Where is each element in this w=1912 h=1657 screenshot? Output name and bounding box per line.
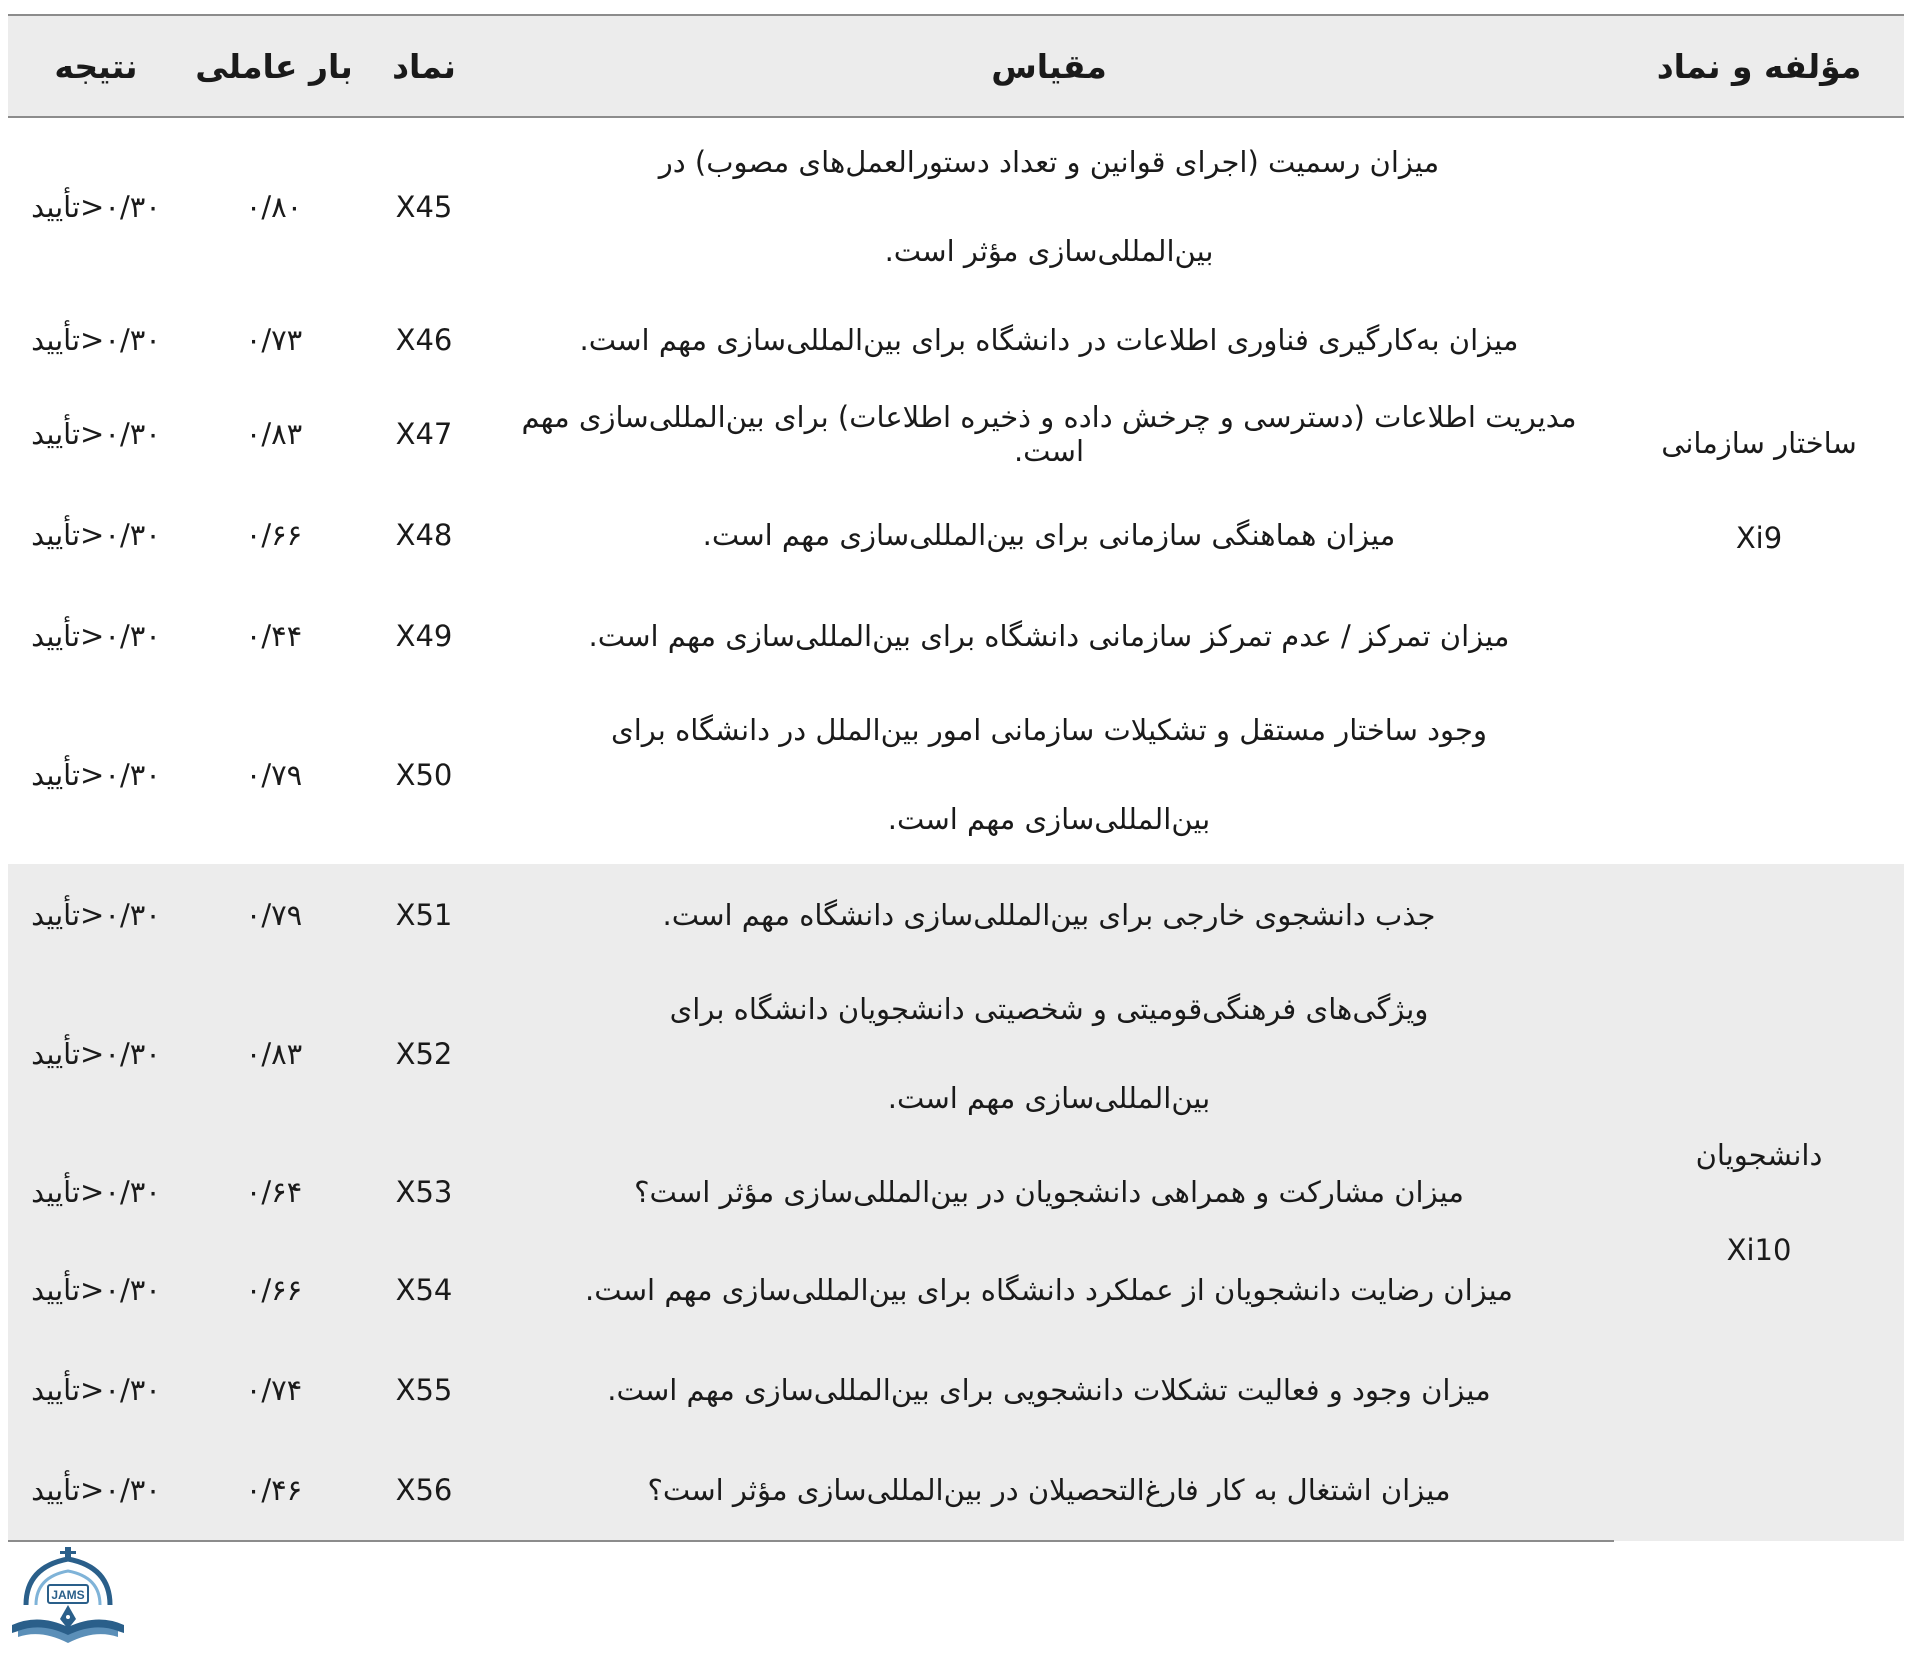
result-cell: ۰/۳۰<تأیید bbox=[8, 1340, 184, 1440]
measure-cell: میزان هماهنگی سازمانی برای بین‌المللی‌سازی مهم است. bbox=[702, 518, 1396, 552]
symbol-cell: X54 bbox=[364, 1240, 484, 1340]
factor-code: Xi10 bbox=[1726, 1232, 1792, 1267]
result-cell: ۰/۳۰<تأیید bbox=[8, 1240, 184, 1340]
symbol-cell: X51 bbox=[364, 864, 484, 965]
table-row bbox=[8, 864, 1904, 965]
factor-cell bbox=[1614, 117, 1904, 864]
result-cell: ۰/۳۰<تأیید bbox=[31, 758, 161, 792]
measure-cell bbox=[484, 965, 1614, 1143]
logo-text: JAMS bbox=[51, 1588, 85, 1602]
symbol-cell: X53 bbox=[364, 1143, 484, 1240]
jams-logo bbox=[8, 1545, 128, 1647]
symbol-cell: X56 bbox=[364, 1440, 484, 1541]
symbol-cell: X45 bbox=[395, 190, 453, 224]
measurement-table bbox=[8, 14, 1904, 1542]
loading-cell: ۰/۷۴ bbox=[184, 1340, 364, 1440]
factor-cell bbox=[1614, 864, 1904, 1541]
measure-line: بین‌المللی‌سازی مؤثر است. bbox=[884, 234, 1214, 268]
result-cell: ۰/۳۰<تأیید bbox=[31, 190, 161, 224]
symbol-cell: X47 bbox=[395, 417, 453, 451]
measure-line: وجود ساختار مستقل و تشکیلات سازمانی امور بین‌الملل در دانشگاه برای bbox=[611, 713, 1487, 747]
result-cell: ۰/۳۰<تأیید bbox=[8, 1440, 184, 1541]
symbol-cell: X49 bbox=[395, 619, 453, 653]
loading-cell: ۰/۷۹ bbox=[184, 864, 364, 965]
symbol-cell: X46 bbox=[395, 323, 453, 357]
measure-cell: جذب دانشجوی خارجی برای بین‌المللی‌سازی دانشگاه مهم است. bbox=[484, 864, 1614, 965]
measure-line: بین‌المللی‌سازی مهم است. bbox=[887, 802, 1211, 836]
measure-cell: میزان اشتغال به کار فارغ‌التحصیلان در بین‌المللی‌سازی مؤثر است؟ bbox=[484, 1440, 1614, 1541]
header-factor: مؤلفه و نماد bbox=[1614, 15, 1904, 117]
result-cell: ۰/۳۰<تأیید bbox=[31, 619, 161, 653]
header-row bbox=[8, 15, 1904, 117]
symbol-cell: X48 bbox=[395, 518, 453, 552]
table-row bbox=[8, 117, 1904, 296]
symbol-cell: X52 bbox=[364, 965, 484, 1143]
loading-cell: ۰/۸۳ bbox=[184, 965, 364, 1143]
result-cell: ۰/۳۰<تأیید bbox=[8, 864, 184, 965]
header-result: نتیجه bbox=[8, 15, 184, 117]
measure-line: میزان رسمیت (اجرای قوانین و تعداد دستورالعمل‌های مصوب) در bbox=[658, 145, 1440, 179]
loading-cell: ۰/۶۶ bbox=[184, 1240, 364, 1340]
measure-cell bbox=[484, 117, 1614, 296]
result-cell: ۰/۳۰<تأیید bbox=[31, 518, 161, 552]
header-symbol: نماد bbox=[364, 15, 484, 117]
header-measure: مقیاس bbox=[484, 15, 1614, 117]
loading-cell: ۰/۴۶ bbox=[184, 1440, 364, 1541]
loading-cell: ۰/۸۳ bbox=[245, 417, 303, 451]
measure-cell: میزان تمرکز / عدم تمرکز سازمانی دانشگاه برای بین‌المللی‌سازی مهم است. bbox=[588, 619, 1510, 653]
factor-code: Xi9 bbox=[1735, 521, 1783, 555]
result-cell: ۰/۳۰<تأیید bbox=[31, 323, 161, 357]
symbol-cell: X55 bbox=[364, 1340, 484, 1440]
measure-cell bbox=[484, 686, 1614, 864]
factor-name: دانشجویان bbox=[1695, 1137, 1823, 1172]
measure-cell: میزان وجود و فعالیت تشکلات دانشجویی برای بین‌المللی‌سازی مهم است. bbox=[484, 1340, 1614, 1440]
measure-line: بین‌المللی‌سازی مهم است. bbox=[887, 1081, 1211, 1115]
loading-cell: ۰/۷۹ bbox=[245, 758, 303, 792]
loading-cell: ۰/۶۴ bbox=[184, 1143, 364, 1240]
loading-cell: ۰/۴۴ bbox=[245, 619, 303, 653]
result-cell: ۰/۳۰<تأیید bbox=[8, 1143, 184, 1240]
result-cell: ۰/۳۰<تأیید bbox=[8, 965, 184, 1143]
measure-cell: میزان رضایت دانشجویان از عملکرد دانشگاه برای بین‌المللی‌سازی مهم است. bbox=[484, 1240, 1614, 1340]
factor-name: ساختار سازمانی bbox=[1661, 426, 1857, 460]
measure-line: ویژگی‌های فرهنگی‌قومیتی و شخصیتی دانشجویان دانشگاه برای bbox=[669, 992, 1429, 1026]
result-cell: ۰/۳۰<تأیید bbox=[31, 417, 161, 451]
measure-cell: میزان مشارکت و همراهی دانشجویان در بین‌المللی‌سازی مؤثر است؟ bbox=[484, 1143, 1614, 1240]
measure-cell: مدیریت اطلاعات (دسترسی و چرخش داده و ذخیره اطلاعات) برای بین‌المللی‌سازی مهم است. bbox=[521, 400, 1577, 468]
symbol-cell: X50 bbox=[395, 758, 453, 792]
loading-cell: ۰/۷۳ bbox=[245, 323, 303, 357]
loading-cell: ۰/۶۶ bbox=[245, 518, 303, 552]
measure-cell: میزان به‌کارگیری فناوری اطلاعات در دانشگاه برای بین‌المللی‌سازی مهم است. bbox=[579, 323, 1519, 357]
loading-cell: ۰/۸۰ bbox=[245, 190, 303, 224]
header-loading: بار عاملی bbox=[184, 15, 364, 117]
